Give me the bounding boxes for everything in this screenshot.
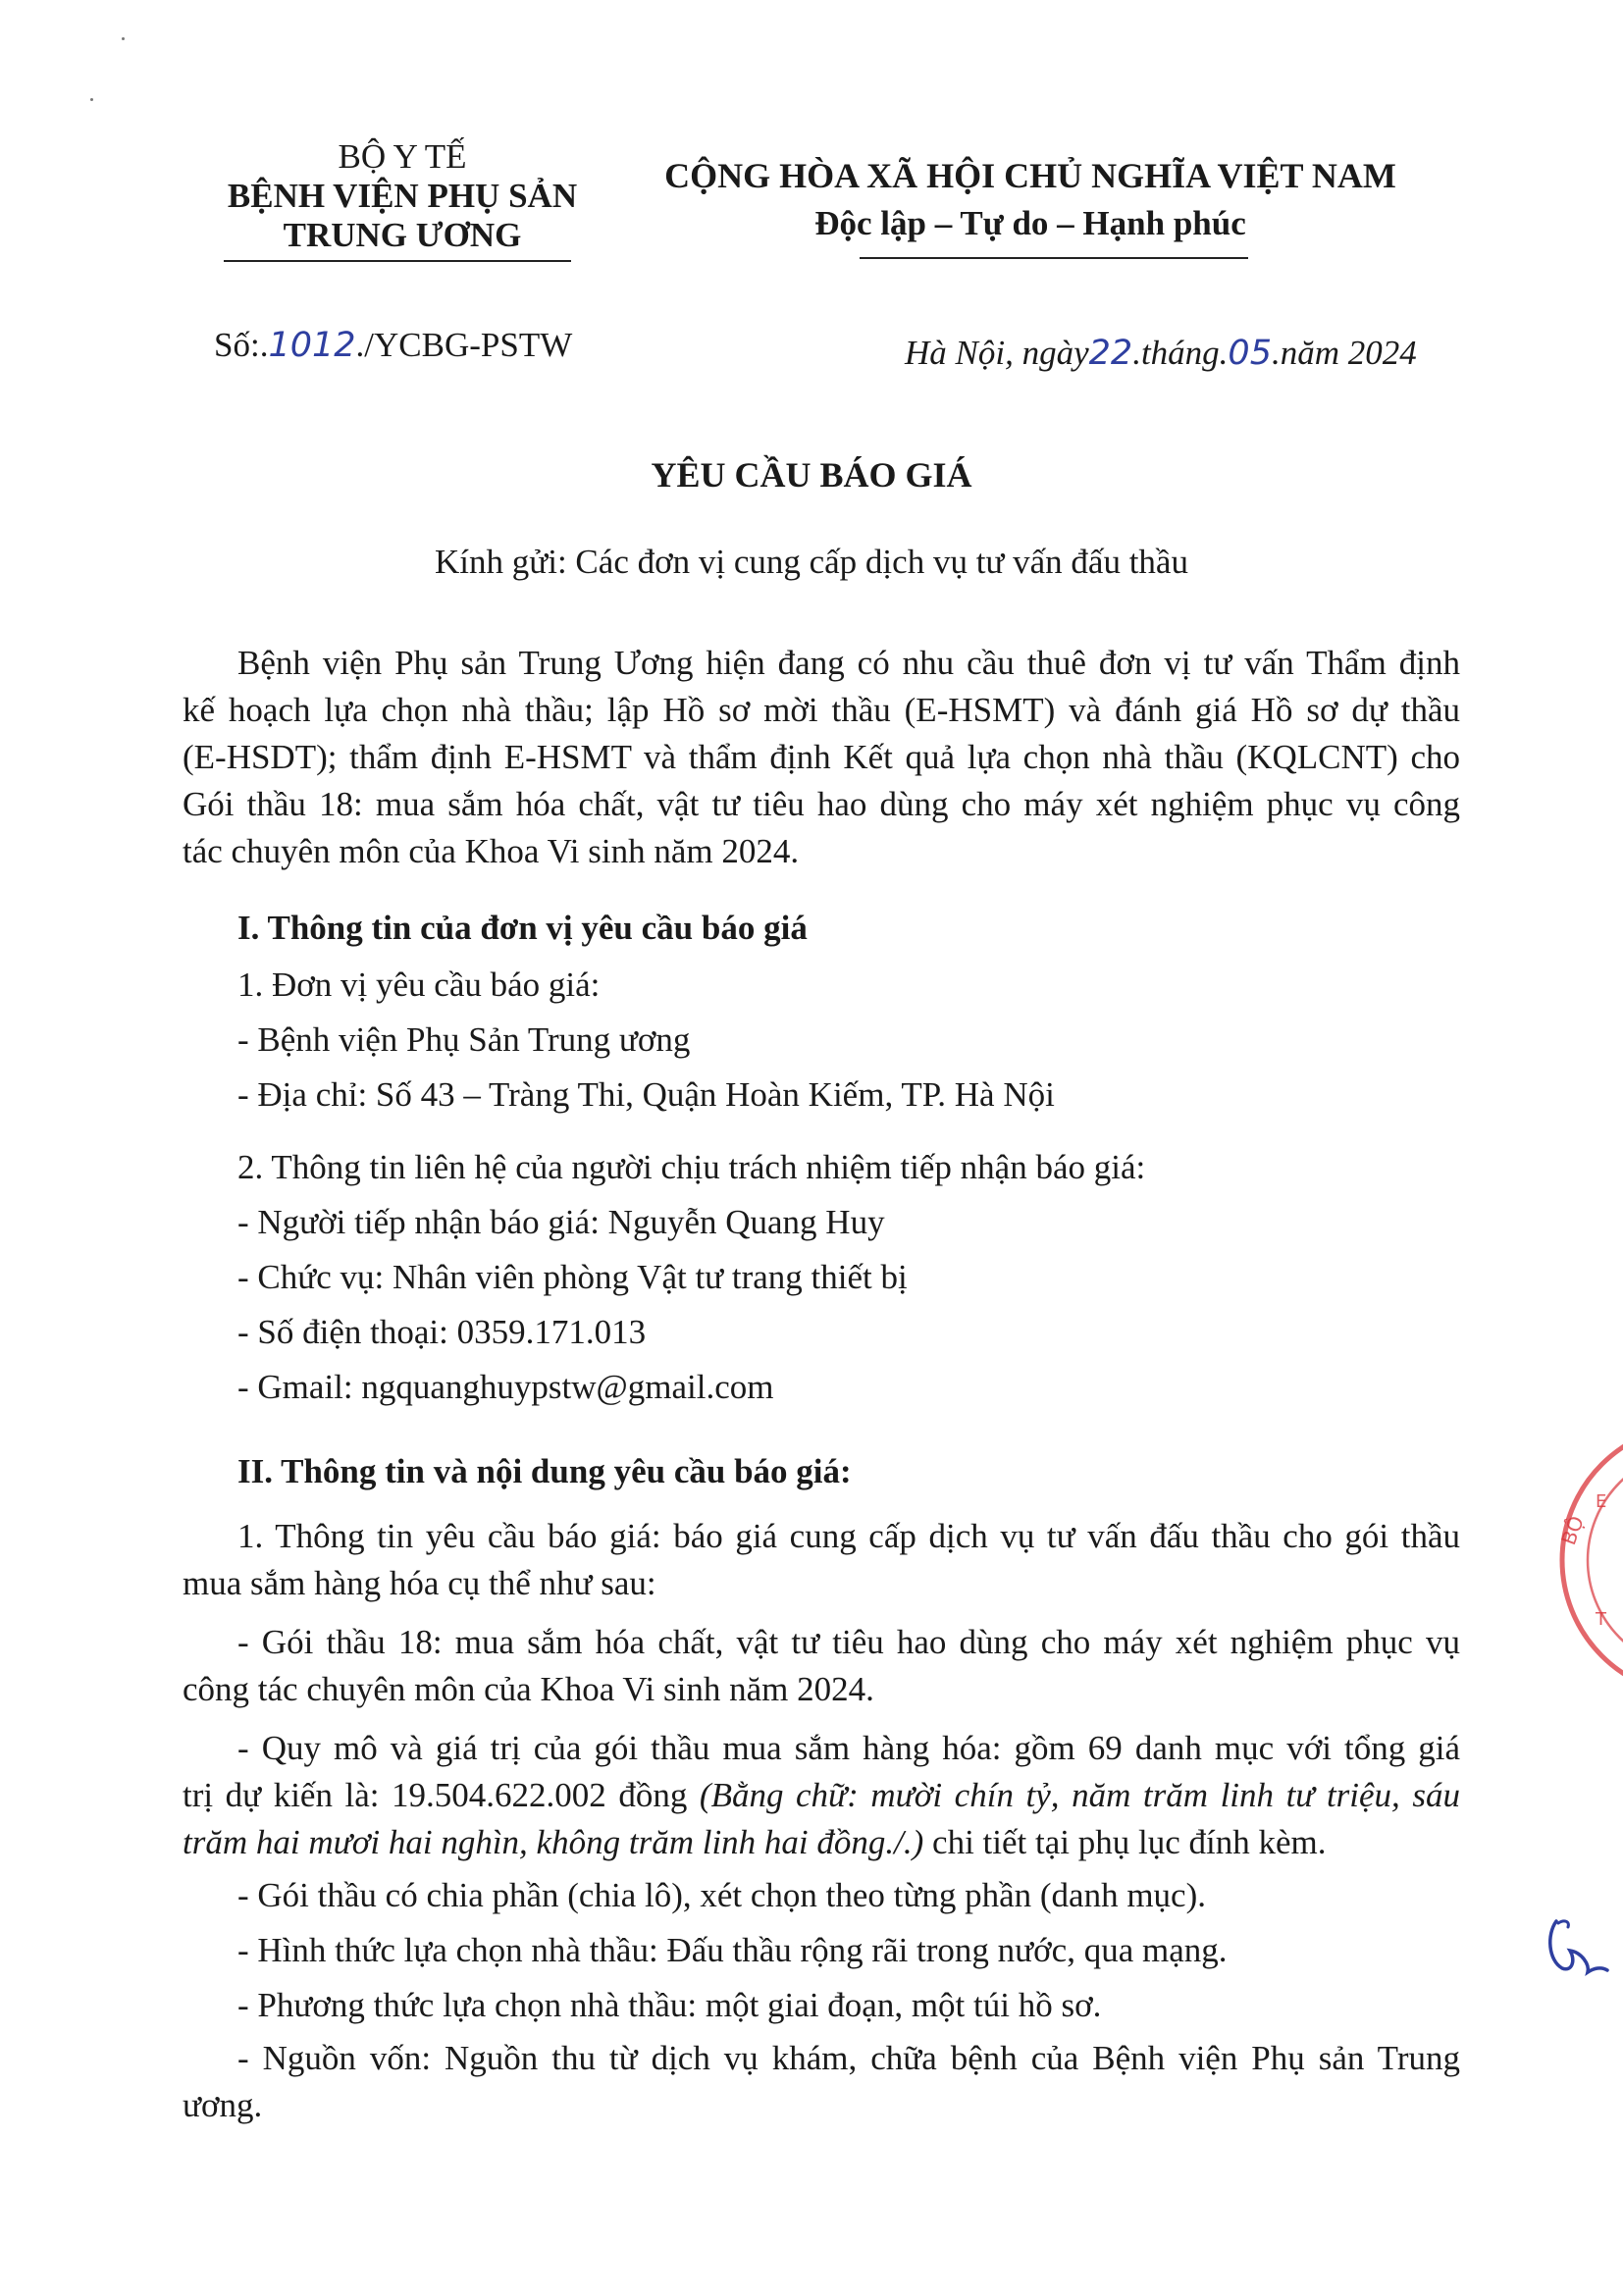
national-motto: Độc lập – Tự do – Hạnh phúc bbox=[814, 204, 1246, 242]
recipient-line: Kính gửi: Các đơn vị cung cấp dịch vụ tư vấn đấu thầu bbox=[435, 543, 1188, 581]
section2-line: - Gói thầu 18: mua sắm hóa chất, vật tư tiêu hao dùng cho máy xét nghiệm phục vụ bbox=[237, 1623, 1460, 1661]
date-handwritten-day: 22 bbox=[1088, 334, 1133, 373]
section2-selection-form: - Hình thức lựa chọn nhà thầu: Đấu thầu rộng rãi trong nước, qua mạng. bbox=[237, 1931, 1228, 1969]
section1-item1-line: - Địa chỉ: Số 43 – Tràng Thi, Quận Hoàn Kiếm, TP. Hà Nội bbox=[237, 1075, 1055, 1114]
section2-paragraph-2 bbox=[183, 1619, 1460, 1713]
country-name: CỘNG HÒA XÃ HỘI CHỦ NGHĨA VIỆT NAM bbox=[664, 156, 1396, 195]
value-in-words: (Bằng chữ: mười chín tỷ, năm trăm linh tư triệu, sáu bbox=[699, 1776, 1460, 1814]
hospital-name-line2: TRUNG ƯƠNG bbox=[283, 216, 522, 254]
section2-line: công tác chuyên môn của Khoa Vi sinh năm 2024. bbox=[183, 1670, 874, 1708]
document-date bbox=[905, 334, 1417, 373]
date-month-label: .tháng. bbox=[1132, 334, 1229, 372]
section2-line bbox=[183, 1819, 1460, 1866]
header-left-underline bbox=[224, 260, 571, 262]
section1-item1-line: - Bệnh viện Phụ Sản Trung ương bbox=[237, 1020, 691, 1059]
section1-item2-title: 2. Thông tin liên hệ của người chịu trách nhiệm tiếp nhận báo giá: bbox=[237, 1148, 1146, 1186]
intro-line: (E-HSDT); thẩm định E-HSMT và thẩm định Kết quả lựa chọn nhà thầu (KQLCNT) cho bbox=[183, 738, 1460, 776]
svg-text:E: E bbox=[1596, 1491, 1607, 1512]
svg-text:T: T bbox=[1596, 1609, 1606, 1630]
section2-paragraph-funding bbox=[183, 2035, 1460, 2129]
section2-selection-method: - Phương thức lựa chọn nhà thầu: một giai đoạn, một túi hồ sơ. bbox=[237, 1986, 1102, 2024]
section2-heading: II. Thông tin và nội dung yêu cầu báo giá: bbox=[237, 1452, 852, 1490]
red-stamp-partial bbox=[1511, 1413, 1623, 1707]
intro-line: kế hoạch lựa chọn nhà thầu; lập Hồ sơ mời thầu (E-HSMT) và đánh giá Hồ sơ dự thầu bbox=[183, 691, 1460, 729]
scan-speck bbox=[90, 98, 93, 101]
section2-line bbox=[183, 1772, 1460, 1819]
section2-line: 1. Thông tin yêu cầu báo giá: báo giá cung cấp dịch vụ tư vấn đấu thầu cho gói thầu bbox=[237, 1517, 1460, 1555]
section2-paragraph-1 bbox=[183, 1513, 1460, 1607]
handwritten-initial bbox=[1543, 1909, 1611, 1988]
date-place: Hà Nội, ngày bbox=[905, 334, 1089, 372]
hospital-name-line1: BỆNH VIỆN PHỤ SẢN bbox=[227, 177, 578, 215]
reference-handwritten-number: 1012 bbox=[268, 326, 356, 365]
section2-line: ương. bbox=[183, 2086, 263, 2124]
section1-item2-line: - Người tiếp nhận báo giá: Nguyễn Quang Huy bbox=[237, 1203, 885, 1241]
section1-item2-line: - Gmail: ngquanghuypstw@gmail.com bbox=[237, 1368, 774, 1406]
section1-item2-line: - Chức vụ: Nhân viên phòng Vật tư trang thiết bị bbox=[237, 1258, 908, 1296]
header-right-underline bbox=[860, 257, 1248, 259]
intro-line: tác chuyên môn của Khoa Vi sinh năm 2024. bbox=[183, 832, 800, 870]
date-year: .năm 2024 bbox=[1271, 334, 1417, 372]
section2-line: - Quy mô và giá trị của gói thầu mua sắm hàng hóa: gồm 69 danh mục với tổng giá bbox=[237, 1729, 1460, 1767]
reference-number bbox=[214, 326, 572, 365]
scan-speck bbox=[122, 37, 125, 40]
estimated-value-text: trị dự kiến là: 19.504.622.002 đồng bbox=[183, 1776, 700, 1814]
intro-line: Bệnh viện Phụ sản Trung Ương hiện đang có nhu cầu thuê đơn vị tư vấn Thẩm định bbox=[237, 644, 1460, 682]
section2-lot-division: - Gói thầu có chia phần (chia lô), xét chọn theo từng phần (danh mục). bbox=[237, 1876, 1206, 1914]
section2-line: - Nguồn vốn: Nguồn thu từ dịch vụ khám, chữa bệnh của Bệnh viện Phụ sản Trung bbox=[237, 2039, 1460, 2077]
section1-item2-line: - Số điện thoại: 0359.171.013 bbox=[237, 1313, 647, 1351]
section1-item1-title: 1. Đơn vị yêu cầu báo giá: bbox=[237, 965, 601, 1004]
svg-text:BỘ: BỘ bbox=[1556, 1512, 1589, 1548]
date-handwritten-month: 05 bbox=[1228, 334, 1272, 373]
reference-prefix: Số:. bbox=[214, 326, 269, 364]
section2-paragraph-3 bbox=[183, 1725, 1460, 1866]
section1-heading: I. Thông tin của đơn vị yêu cầu báo giá bbox=[237, 909, 808, 947]
intro-line: Gói thầu 18: mua sắm hóa chất, vật tư tiêu hao dùng cho máy xét nghiệm phục vụ công bbox=[183, 785, 1460, 823]
value-in-words-cont: trăm hai mươi hai nghìn, không trăm linh hai đồng./.) bbox=[183, 1823, 924, 1861]
intro-paragraph bbox=[183, 640, 1460, 875]
appendix-reference: chi tiết tại phụ lục đính kèm. bbox=[923, 1823, 1327, 1861]
document-title: YÊU CẦU BÁO GIÁ bbox=[651, 455, 972, 495]
ministry-name: BỘ Y TẾ bbox=[338, 137, 467, 176]
section2-line: mua sắm hàng hóa cụ thể như sau: bbox=[183, 1564, 656, 1602]
reference-suffix: ./YCBG-PSTW bbox=[355, 326, 573, 364]
